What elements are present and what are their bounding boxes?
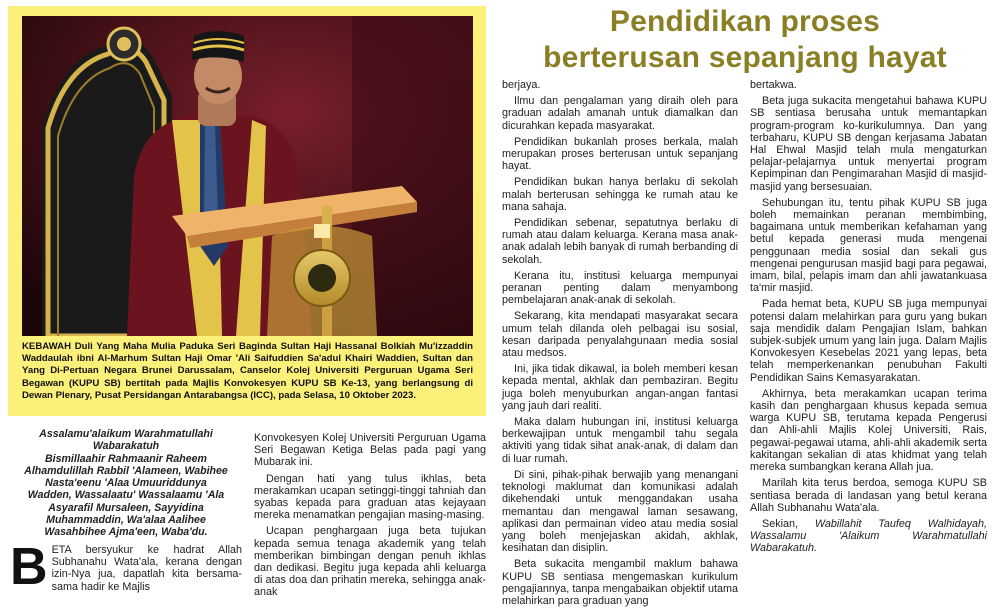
paragraph: Ilmu dan pengalaman yang diraih oleh para graduan adalah amanah untuk diamalkan dan dicurahkan kepada masyarakat. <box>502 95 738 132</box>
drop-cap: B <box>10 538 48 596</box>
sign-off-lead: Sekian, <box>762 517 799 530</box>
paragraph: Konvokesyen Kolej Universiti Perguruan Ugama Seri Begawan Ketiga Belas pada pagi yang Mubarak ini. <box>254 432 486 469</box>
headline-line-2: berterusan sepanjang hayat <box>543 41 947 74</box>
sign-off-text: Wabillahit Taufeq Walhidayah, Wassalamu 'Alaikum Warahmatullahi Wabarakatuh. <box>750 517 987 555</box>
paragraph: Dengan hati yang tulus ikhlas, beta merakamkan ucapan setinggi-tinggi tahniah dan syabas kepada para graduan atas kejayaan mereka menamatkan pengajian masing-masing. <box>254 472 486 522</box>
paragraph: Beta juga sukacita mengetahui bahawa KUPU SB sentiasa berusaha untuk memantapkan program-program ko-kurikulumnya. Dan yang terbaharu, KUPU SB dengan kerjasama Jabatan Hal Ehwal Masjid telah mula mengaturkan pelajar-pelajarnya untuk menyertai program Kepimpinan dan Pengimarahan Masjid di masjid-masjid yang bersesuaian. <box>750 95 987 193</box>
paragraph: berjaya. <box>502 79 541 91</box>
paragraph: Sekarang, kita mendapati masyarakat secara umum telah dilanda oleh pelbagai isu sosial, kesan daripada penyalahgunaan media sosial atau medsos. <box>502 310 738 360</box>
paragraph: Akhirnya, beta merakamkan ucapan terima kasih dan penghargaan khusus kepada semua warga KUPU SB, terutama kepada Pengerusi dan Ahli-ahli Majlis Kolej Universiti, Rais, pegawai-pegawai utama, ahli-ahli akademik serta kakitangan sekalian di atas khidmat yang telah mereka sumbangkan kerana Allah jua. <box>750 387 987 474</box>
headline <box>500 4 990 76</box>
article-column-4 <box>750 79 987 559</box>
paragraph: Kerana itu, institusi keluarga mempunyai peranan penting dalam menyambong pembelajaran anak-anak di sekolah. <box>502 269 738 307</box>
article-column-1 <box>10 538 242 596</box>
paragraph: Maka dalam hubungan ini, institusi keluarga berkewajipan untuk mengambil tahu segala aktiviti yang tidak sihat anak-anak, di dalam dan di luar rumah. <box>502 416 738 465</box>
paragraph: Pada hemat beta, KUPU SB juga mempunyai potensi dalam melahirkan para guru yang bukan saja mendidik dalam Pengajian Islam, bahkan subjek-subjek umum yang lain juga. Dalam Majlis Konvokesyen Kesebelas 2021 yang lepas, beta telah memperkenankan penubuhan Fakulti Pendidikan Sains Kemasyarakatan. <box>750 298 987 384</box>
salam-line: Wadden, Wassalaatu' Wassalaamu 'Ala <box>27 489 225 502</box>
salam-line: Bismillaahir Rahmaanir Raheem <box>45 452 207 465</box>
salam-line: Wabarakatuh <box>92 440 160 453</box>
article-column-3 <box>502 79 738 611</box>
paragraph: Ucapan penghargaan juga beta tujukan kepada semua tenaga akademik yang telah memberikan bimbingan dengan penuh ikhlas dan dedikasi. Begitu juga kepada ahli keluarga di atas doa dan prihatin mereka, sehingga anak-anak <box>254 525 486 599</box>
opening-salutation <box>10 428 242 539</box>
salam-line: Muhammaddin, Wa'alaa Aalihee <box>46 514 206 527</box>
paragraph: Di sini, pihak-pihak berwajib yang menangani teknologi maklumat dan komunikasi adalah dikehendaki untuk menggandakan usaha memantau dan mengawal laman sesawang, aplikasi dan permainan video atau media sosial yang boleh menjejaskan akidah, akhlak, kesihatan dan disiplin. <box>502 468 738 555</box>
intro-paragraph: ETA bersyukur ke hadrat Allah Subhanahu Wata'ala, kerana dengan izin-Nya jua, dapatlah kita bersama-sama hadir ke Majlis <box>51 544 242 593</box>
paragraph: bertakwa. <box>750 79 797 91</box>
salam-line: Assalamu'alaikum Warahmatullahi <box>39 428 213 440</box>
photo-caption: KEBAWAH Duli Yang Maha Mulia Paduka Seri Baginda Sultan Haji Hassanal Bolkiah Mu'izzaddin Waddaulah ibni Al-Marhum Sultan Haji Omar 'Ali Saifuddien Sa'adul Khairi Waddien, Sultan dan Yang Di-Pertuan Negara Brunei Darussalam, Canselor Kolej Universiti Perguruan Ugama Seri Begawan (KUPU SB) bertitah pada Majlis Konvokesyen KUPU SB Ke-13, yang berlangsung di Dewan Plenary, Pusat Persidangan Antarabangsa (ICC), pada Selasa, 10 Oktober 2023. <box>22 341 473 401</box>
headline-line-1: Pendidikan proses <box>609 5 881 38</box>
paragraph: Pendidikan bukan hanya berlaku di sekolah malah berterusan sehingga ke rumah atau ke mana sahaja. <box>502 176 738 213</box>
sign-off <box>750 518 987 555</box>
salam-line: Wasahbihee Ajma'een, Waba'du. <box>44 526 208 539</box>
paragraph: Pendidikan sebenar, sepatutnya berlaku di rumah atau dalam keluarga. Kerana masa anak-anak adalah lebih banyak di rumah berbanding di sekolah. <box>502 217 738 266</box>
paragraph: Marilah kita terus berdoa, semoga KUPU SB sentiasa berada di landasan yang betul kerana Allah Subhanahu Wata'ala. <box>750 477 987 514</box>
news-photo <box>22 16 473 336</box>
article-column-2 <box>254 432 486 603</box>
paragraph: Beta sukacita mengambil maklum bahawa KUPU SB sentiasa mengemaskan kurikulum pengajiannya, tanpa mengabaikan objektif utama melahirkan para graduan yang <box>502 558 738 607</box>
salam-line: Alhamdulillah Rabbil 'Alameen, Wabihee <box>24 464 228 477</box>
photo-frame <box>8 6 486 416</box>
salam-line: Nasta'eenu 'Alaa Umuuriddunya <box>45 477 207 490</box>
salam-line: Asyarafil Mursaleen, Sayyidina <box>48 501 204 514</box>
paragraph: Pendidikan bukanlah proses berkala, malah merupakan proses berterusan untuk sepanjang hayat. <box>502 135 738 173</box>
paragraph: Sehubungan itu, tentu pihak KUPU SB juga boleh memainkan peranan membimbing, bagaimana untuk memberikan kefahaman yang betul kepada generasi muda mengenai penggunaan media sosial dan sekali gus mengenai pengurusan masjid bagi para pegawai, imam, bilal, pelapis imam dan ahli jawatankuasa ta'mir masjid. <box>750 196 987 295</box>
paragraph: Ini, jika tidak dikawal, ia boleh memberi kesan kepada mental, akhlak dan pembaziran. Begitu juga boleh menyuburkan angan-angan fantasi yang jauh dari realiti. <box>502 363 738 412</box>
